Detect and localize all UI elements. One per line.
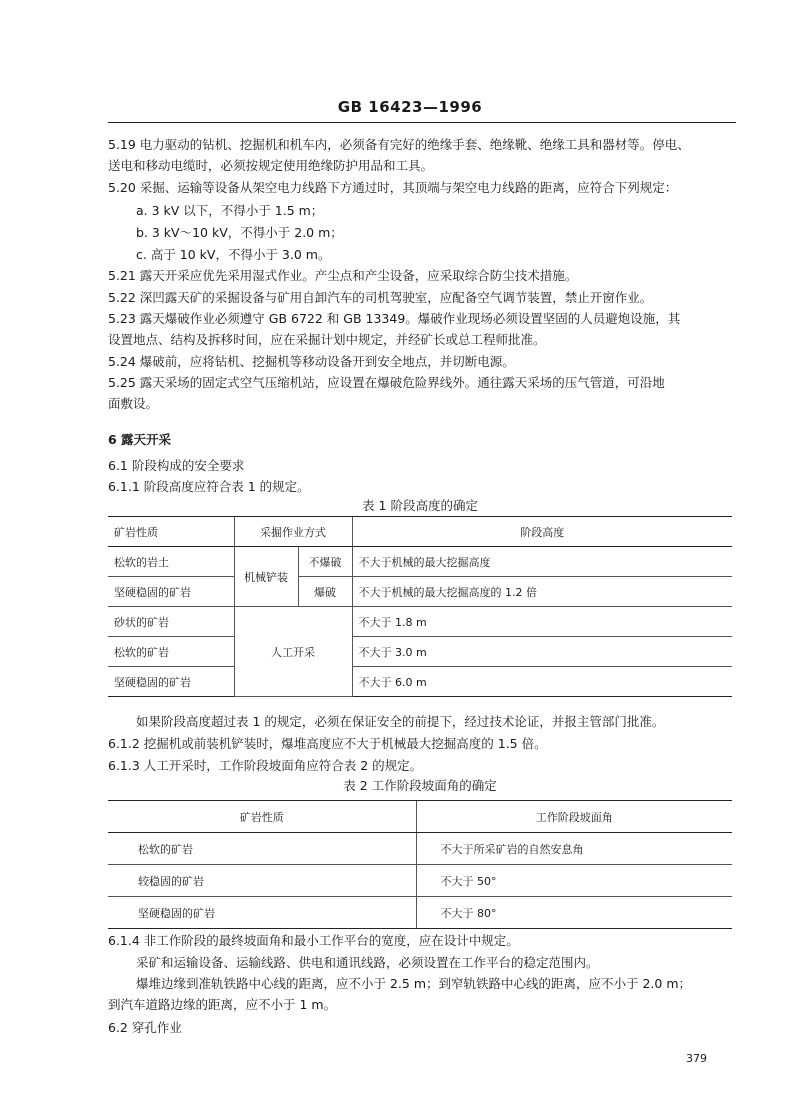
table1-height: 不大于机械的最大挖掘高度 xyxy=(352,547,732,577)
section-6-1-4-para3-cont: 到汽车道路边缘的距离，应不小于 1 m。 xyxy=(108,997,337,1012)
table2-caption: 表 2 工作阶段坡面角的确定 xyxy=(343,778,497,793)
clause-5-22: 5.22 深凹露天矿的采掘设备与矿用自卸汽车的司机驾驶室，应配备空气调节装置，禁止开窗作业。 xyxy=(108,290,653,305)
table1-caption: 表 1 阶段高度的确定 xyxy=(362,498,478,513)
table2-rock: 坚硬稳固的矿岩 xyxy=(108,897,416,929)
table2-header-row xyxy=(108,801,732,833)
table1-rock: 松软的矿岩 xyxy=(108,637,234,667)
standard-header: GB 16423—1996 xyxy=(337,98,483,116)
table1-header-row xyxy=(108,517,732,547)
table-row xyxy=(108,865,732,897)
clause-5-23: 5.23 露天爆破作业必须遵守 GB 6722 和 GB 13349。爆破作业现场必须设置坚固的人员避炮设施，其 xyxy=(108,311,681,326)
table-2 xyxy=(108,800,732,929)
table1-note: 如果阶段高度超过表 1 的规定，必须在保证安全的前提下，经过技术论证，并报主管部门批准。 xyxy=(136,714,665,729)
section-6-1-1: 6.1.1 阶段高度应符合表 1 的规定。 xyxy=(108,479,310,494)
table1-method-manual: 人工开采 xyxy=(234,607,352,697)
table1-submethod: 爆破 xyxy=(298,577,352,607)
table-row xyxy=(108,637,732,667)
table2-header-angle: 工作阶段坡面角 xyxy=(416,801,732,833)
clause-5-20-a: a. 3 kV 以下，不得小于 1.5 m； xyxy=(136,203,324,218)
table1-height: 不大于机械的最大挖掘高度的 1.2 倍 xyxy=(352,577,732,607)
table-row xyxy=(108,897,732,929)
clause-5-20: 5.20 采掘、运输等设备从架空电力线路下方通过时，其顶端与架空电力线路的距离，应符合下列规定： xyxy=(108,180,678,195)
table1-height: 不大于 6.0 m xyxy=(352,667,732,697)
clause-5-20-c: c. 高于 10 kV，不得小于 3.0 m。 xyxy=(136,247,331,262)
section-6-1-4-para3: 爆堆边缘到准轨铁路中心线的距离，应不小于 2.5 m；到窄轨铁路中心线的距离，应不小于 2.0 m； xyxy=(136,976,692,991)
page-number: 379 xyxy=(686,1052,707,1065)
section-6-1-4-para2: 采矿和运输设备、运输线路、供电和通讯线路，必须设置在工作平台的稳定范围内。 xyxy=(136,955,599,970)
table2-header-rock: 矿岩性质 xyxy=(108,801,416,833)
clause-5-20-b: b. 3 kV～10 kV，不得小于 2.0 m； xyxy=(136,225,343,240)
table1-header-height: 阶段高度 xyxy=(352,517,732,547)
clause-5-19-cont: 送电和移动电缆时，必须按规定使用绝缘防护用品和工具。 xyxy=(108,158,434,173)
clause-5-25-cont: 面敷设。 xyxy=(108,396,159,411)
table2-angle: 不大于所采矿岩的自然安息角 xyxy=(416,833,732,865)
clause-5-19: 5.19 电力驱动的钻机、挖掘机和机车内，必须备有完好的绝缘手套、绝缘靴、绝缘工具和器材等。停电、 xyxy=(108,137,690,152)
clause-5-21: 5.21 露天开采应优先采用湿式作业。产尘点和产尘设备，应采取综合防尘技术措施。 xyxy=(108,268,578,283)
clause-5-23-cont: 设置地点、结构及拆移时间，应在采掘计划中规定，并经矿长或总工程师批准。 xyxy=(108,332,546,347)
table1-height: 不大于 1.8 m xyxy=(352,607,732,637)
header-rule xyxy=(108,122,736,123)
table1-submethod: 不爆破 xyxy=(298,547,352,577)
section-6-heading: 6 露天开采 xyxy=(108,432,172,447)
table1-rock: 坚硬稳固的矿岩 xyxy=(108,667,234,697)
table-row xyxy=(108,667,732,697)
table-row xyxy=(108,833,732,865)
section-6-1-4: 6.1.4 非工作阶段的最终坡面角和最小工作平台的宽度，应在设计中规定。 xyxy=(108,933,519,948)
table-row xyxy=(108,577,732,607)
table1-header-method: 采掘作业方式 xyxy=(234,517,352,547)
table1-rock: 砂状的矿岩 xyxy=(108,607,234,637)
table2-rock: 较稳固的矿岩 xyxy=(108,865,416,897)
table1-header-rock: 矿岩性质 xyxy=(108,517,234,547)
table2-rock: 松软的矿岩 xyxy=(108,833,416,865)
table-1 xyxy=(108,516,732,697)
table-row xyxy=(108,547,732,577)
table1-height: 不大于 3.0 m xyxy=(352,637,732,667)
clause-5-24: 5.24 爆破前，应将钻机、挖掘机等移动设备开到安全地点，并切断电源。 xyxy=(108,354,515,369)
section-6-1-2: 6.1.2 挖掘机或前装机铲装时，爆堆高度应不大于机械最大挖掘高度的 1.5 倍。 xyxy=(108,736,547,751)
table1-rock: 坚硬稳固的矿岩 xyxy=(108,577,234,607)
clause-5-25: 5.25 露天采场的固定式空气压缩机站，应设置在爆破危险界线外。通往露天采场的压气管道，可沿地 xyxy=(108,375,665,390)
table2-angle: 不大于 50° xyxy=(416,865,732,897)
section-6-1: 6.1 阶段构成的安全要求 xyxy=(108,458,245,473)
table1-method-mech: 机械铲装 xyxy=(234,547,298,607)
section-6-2: 6.2 穿孔作业 xyxy=(108,1020,182,1035)
table-row xyxy=(108,607,732,637)
table2-angle: 不大于 80° xyxy=(416,897,732,929)
section-6-1-3: 6.1.3 人工开采时，工作阶段坡面角应符合表 2 的规定。 xyxy=(108,758,423,773)
table1-rock: 松软的岩土 xyxy=(108,547,234,577)
